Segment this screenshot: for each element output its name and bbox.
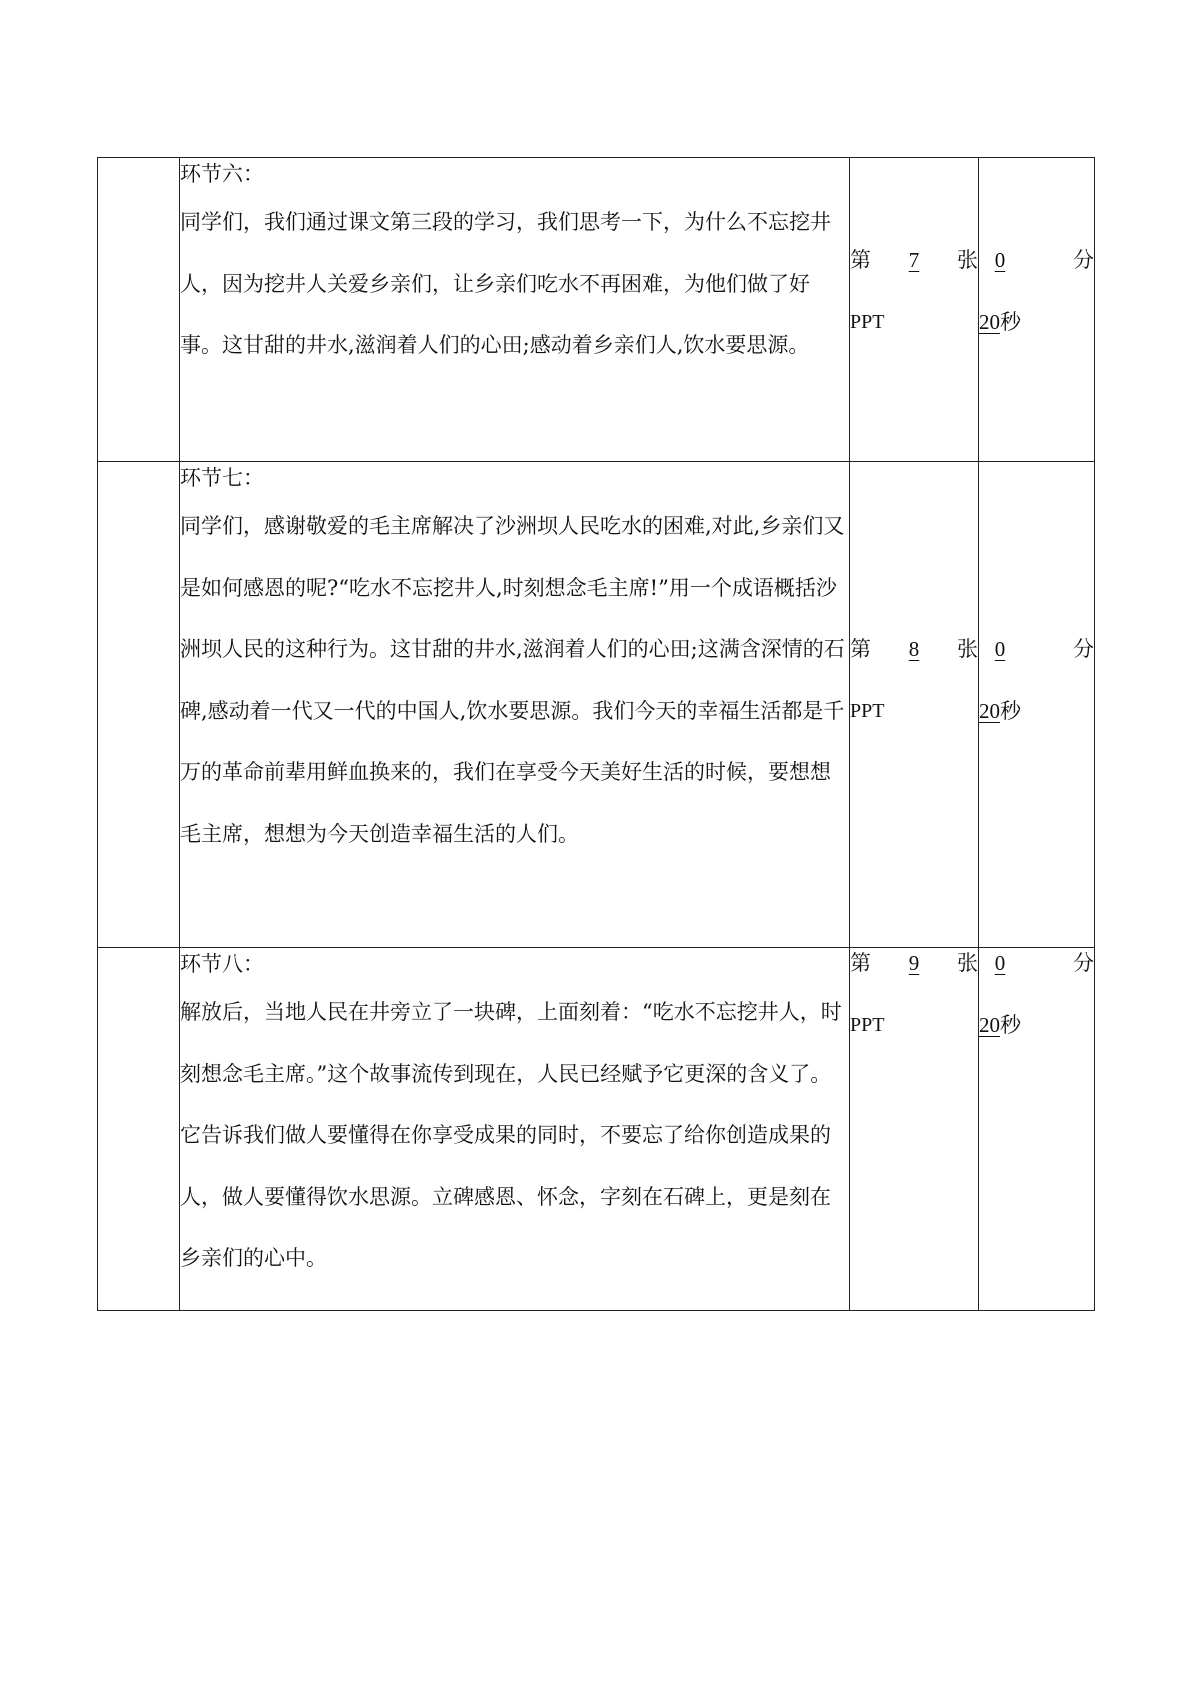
slide-suffix: 张 bbox=[957, 951, 978, 975]
step-content-cell bbox=[180, 948, 850, 1311]
slide-cell bbox=[850, 462, 979, 948]
slide-prefix: 第 bbox=[850, 951, 871, 975]
time-cell bbox=[979, 948, 1095, 1311]
slide-unit: PPT bbox=[850, 311, 885, 333]
seconds-unit: 秒 bbox=[1000, 1013, 1021, 1037]
blank-cell bbox=[98, 948, 180, 1311]
slide-unit: PPT bbox=[850, 700, 885, 722]
minutes-unit: 分 bbox=[1073, 637, 1094, 661]
time-cell bbox=[979, 462, 1095, 948]
step-title: 环节八： bbox=[180, 952, 264, 976]
minutes-value: 0 bbox=[994, 951, 1006, 975]
seconds-value: 20 bbox=[979, 1013, 1000, 1037]
slide-prefix: 第 bbox=[850, 637, 871, 661]
slide-suffix: 张 bbox=[957, 637, 978, 661]
blank-cell bbox=[98, 158, 180, 462]
slide-suffix: 张 bbox=[957, 248, 978, 272]
table-row bbox=[98, 158, 1095, 462]
table-row bbox=[98, 948, 1095, 1311]
blank-cell bbox=[98, 462, 180, 948]
seconds-unit: 秒 bbox=[1000, 699, 1021, 723]
seconds-value: 20 bbox=[979, 699, 1000, 723]
step-body: 同学们，我们通过课文第三段的学习，我们思考一下，为什么不忘挖井人，因为挖井人关爱乡亲们，让乡亲们吃水不再困难，为他们做了好事。这甘甜的井水,滋润着人们的心田;感动着乡亲们人,饮水要思源。 bbox=[180, 210, 831, 357]
step-body: 解放后，当地人民在井旁立了一块碑，上面刻着：“吃水不忘挖井人，时刻想念毛主席。”这个故事流传到现在，人民已经赋予它更深的含义了。它告诉我们做人要懂得在你享受成果的同时，不要忘了给你创造成果的人，做人要懂得饮水思源。立碑感恩、怀念，字刻在石碑上，更是刻在乡亲们的心中。 bbox=[180, 1000, 842, 1270]
step-title: 环节六： bbox=[180, 162, 264, 186]
slide-cell bbox=[850, 158, 979, 462]
time-cell bbox=[979, 158, 1095, 462]
seconds-value: 20 bbox=[979, 310, 1000, 334]
step-content-cell bbox=[180, 158, 850, 462]
slide-number: 8 bbox=[908, 637, 920, 661]
minutes-unit: 分 bbox=[1073, 951, 1094, 975]
seconds-unit: 秒 bbox=[1000, 310, 1021, 334]
slide-number: 7 bbox=[908, 248, 920, 272]
minutes-value: 0 bbox=[994, 248, 1006, 272]
table-row bbox=[98, 462, 1095, 948]
step-body: 同学们，感谢敬爱的毛主席解决了沙洲坝人民吃水的困难,对此,乡亲们又是如何感恩的呢?“吃水不忘挖井人,时刻想念毛主席!”用一个成语概括沙洲坝人民的这种行为。这甘甜的井水,滋润着人们的心田;这满含深情的石碑,感动着一代又一代的中国人,饮水要思源。我们今天的幸福生活都是千万的革命前辈用鲜血换来的，我们在享受今天美好生活的时候，要想想毛主席，想想为今天创造幸福生活的人们。 bbox=[180, 514, 845, 846]
lesson-plan-table bbox=[97, 157, 1095, 1311]
minutes-value: 0 bbox=[994, 637, 1006, 661]
slide-cell bbox=[850, 948, 979, 1311]
slide-number: 9 bbox=[908, 951, 920, 975]
slide-unit: PPT bbox=[850, 1014, 885, 1036]
minutes-unit: 分 bbox=[1073, 248, 1094, 272]
slide-prefix: 第 bbox=[850, 248, 871, 272]
step-title: 环节七： bbox=[180, 466, 264, 490]
step-content-cell bbox=[180, 462, 850, 948]
